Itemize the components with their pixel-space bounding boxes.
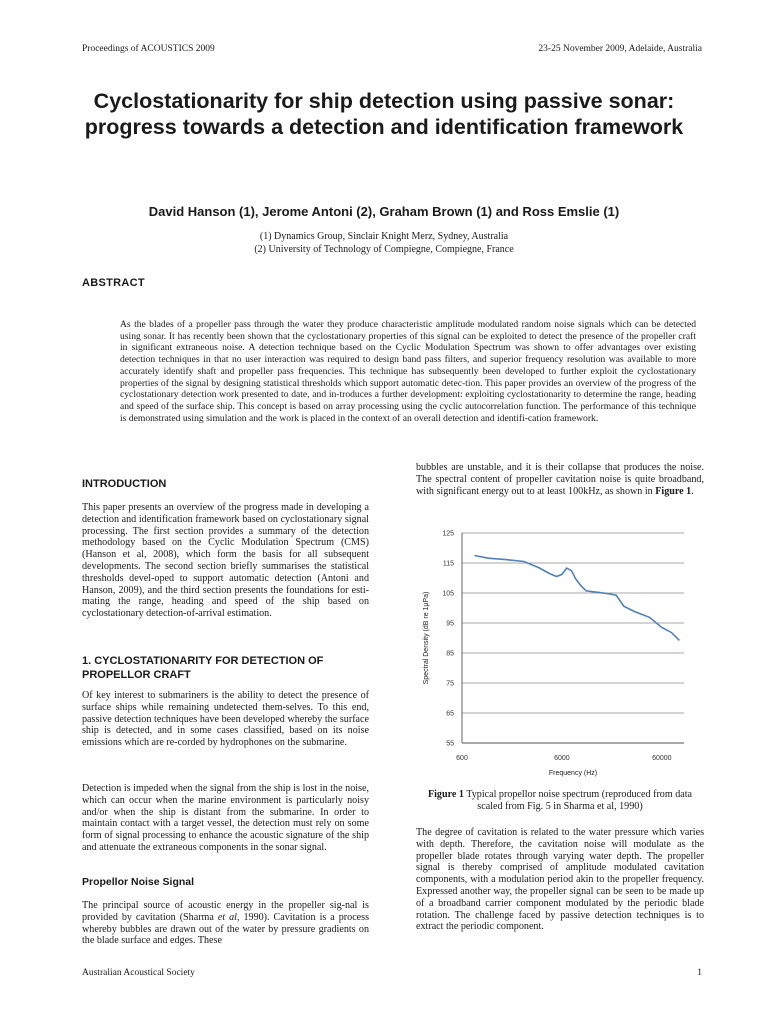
y-tick-label: 125 bbox=[442, 530, 454, 538]
figure-1-reference: Figure 1 bbox=[655, 485, 692, 497]
y-tick-label: 55 bbox=[446, 740, 454, 748]
x-tick-label: 60000 bbox=[652, 755, 672, 762]
footer-society: Australian Acoustical Society bbox=[82, 968, 195, 978]
paragraph-text: , 1990). Cavitation is a process whereby bubbles are drawn out of the water by pressure gradients on the blade surface and edges. These bbox=[82, 911, 370, 947]
section-1-paragraph-3 bbox=[82, 900, 369, 947]
y-tick-label: 115 bbox=[442, 560, 454, 568]
paper-title: Cyclostationarity for ship detection using passive sonar: progress towards a detection and identification framework bbox=[84, 89, 684, 139]
introduction-paragraph: This paper presents an overview of the progress made in developing a detection and identification framework based on cyclostationary signal processing. The first section provides a summary of the detection methodology based on the Cyclic Modulation Spectrum (CMS) (Hanson et al, 2008), which form the basis for all subsequent developments. The second section briefly summarises the statistical thresholds devel-oped to support automatic detection (Antoni and Hanson, 2009), and the third section presents the foundations for esti-mating the range, heading and speed of the ship based on cyclostationary detection-of-arrival estimation. bbox=[82, 502, 369, 620]
affiliation-2: (2) University of Technology of Compiegne, Compiegne, France bbox=[254, 244, 514, 255]
affiliation-1: (1) Dynamics Group, Sinclair Knight Merz, Sydney, Australia bbox=[259, 231, 509, 242]
section-1-paragraph-2: Detection is impeded when the signal from the ship is lost in the noise, which can occur when the marine environment is particularly noisy and/or when the ship is distant from the submarine. In order to maintain contact with a target vessel, the detection must rely on some form of signal processing to enhance the acoustic signature of the ship and attenuate the extraneous components in the sonar signal. bbox=[82, 783, 369, 853]
introduction-heading: INTRODUCTION bbox=[82, 478, 167, 490]
right-column-paragraph-2: The degree of cavitation is related to the water pressure which varies with depth. Therefore, the cavitation noise will modulate as the propeller blade rotates through varying water depth. The propeller signal is thereby comprised of amplitude modulated cavitation components, with a modulation period akin to the propeller frequency. Expressed another way, the propeller signal can be seen to be made up of a broadband carrier component modulated by the periodic blade rotation. The challenge faced by passive detection techniques is to extract the periodic component. bbox=[416, 827, 704, 933]
abstract-text: As the blades of a propeller pass through the water they produce characteristic amplitude modulated random noise signals which can be detected using sonar. It has recently been shown that the cyclostationary properties of this signal can be exploited to detect the presence of the propeller craft in significant extraneous noise. A detection technique based on the Cyclic Modulation Spectrum was shown to offer advantages over existing detection techniques in that no user interaction was required to design band pass filters, and superior frequency resolution was available to more accurately identify shaft and propeller pass frequencies. This technique has subsequently been developed to further exploit the cyclostationary properties of the signal by designing statistical thresholds which support automatic detec-tion. This paper provides an overview of the progress of the cyclostationary detection work presented to date, and in-troduces a further development: exploiting cyclostationarity to determine the range, heading and speed of the surface ship. This concept is based on array processing using the cyclic autocorrelation function. The performance of this technique is demonstrated using simulation and the work is placed in the context of an overall detection and identifi-cation framework. bbox=[120, 319, 696, 424]
citation-et-al: et al bbox=[217, 911, 237, 923]
running-header-right: 23-25 November 2009, Adelaide, Australia bbox=[538, 44, 702, 54]
y-tick-label: 105 bbox=[442, 590, 454, 598]
author-list: David Hanson (1), Jerome Antoni (2), Graham Brown (1) and Ross Emslie (1) bbox=[148, 204, 620, 219]
series-line bbox=[475, 556, 680, 641]
figure-1-caption bbox=[416, 789, 704, 813]
running-header-left: Proceedings of ACOUSTICS 2009 bbox=[82, 44, 215, 54]
chart-gridlines bbox=[462, 533, 684, 743]
y-tick-labels bbox=[442, 531, 454, 748]
y-tick-label: 95 bbox=[446, 620, 454, 628]
y-tick-label: 65 bbox=[446, 710, 454, 718]
affiliations bbox=[60, 230, 708, 256]
paragraph-text: bubbles are unstable, and it is their collapse that produces the noise. The spectral content of propeller cavitation noise is quite broadband, with significant energy out to at least 100kHz, as shown in bbox=[416, 462, 704, 497]
paragraph-text: . bbox=[691, 485, 694, 497]
y-tick-label: 75 bbox=[446, 680, 454, 688]
abstract-heading: ABSTRACT bbox=[82, 277, 145, 289]
y-tick-label: 85 bbox=[446, 650, 454, 658]
figure-1-chart bbox=[414, 524, 704, 779]
x-axis-label: Frequency (Hz) bbox=[548, 770, 598, 777]
section-1-paragraph-1: Of key interest to submariners is the ability to detect the presence of surface ships while remaining undetected them-selves. To this end, passive detection techniques have been developed whereby the surface ship is detected, and in some cases classified, based on its noise emissions which are re-corded by hydrophones on the submarine. bbox=[82, 690, 369, 749]
y-axis-label: Spectral Density (dB re 1µPa) bbox=[423, 591, 430, 685]
paragraph-text: The principal source of acoustic energy in the propeller sig-nal is provided by cavitation (Sharma bbox=[82, 900, 369, 923]
x-tick-labels bbox=[456, 755, 672, 762]
propellor-noise-subheading: Propellor Noise Signal bbox=[82, 876, 195, 888]
right-column-paragraph-1 bbox=[416, 462, 704, 497]
figure-1-label: Figure 1 bbox=[427, 789, 464, 800]
page-number: 1 bbox=[697, 968, 702, 978]
x-tick-label: 6000 bbox=[554, 755, 570, 762]
section-1-heading: 1. CYCLOSTATIONARITY FOR DETECTION OF PROPELLOR CRAFT bbox=[82, 655, 324, 681]
x-tick-label: 600 bbox=[456, 755, 468, 762]
caption-text: Typical propellor noise spectrum (reproduced from data scaled from Fig. 5 in Sharma et al, 1990) bbox=[463, 789, 693, 812]
